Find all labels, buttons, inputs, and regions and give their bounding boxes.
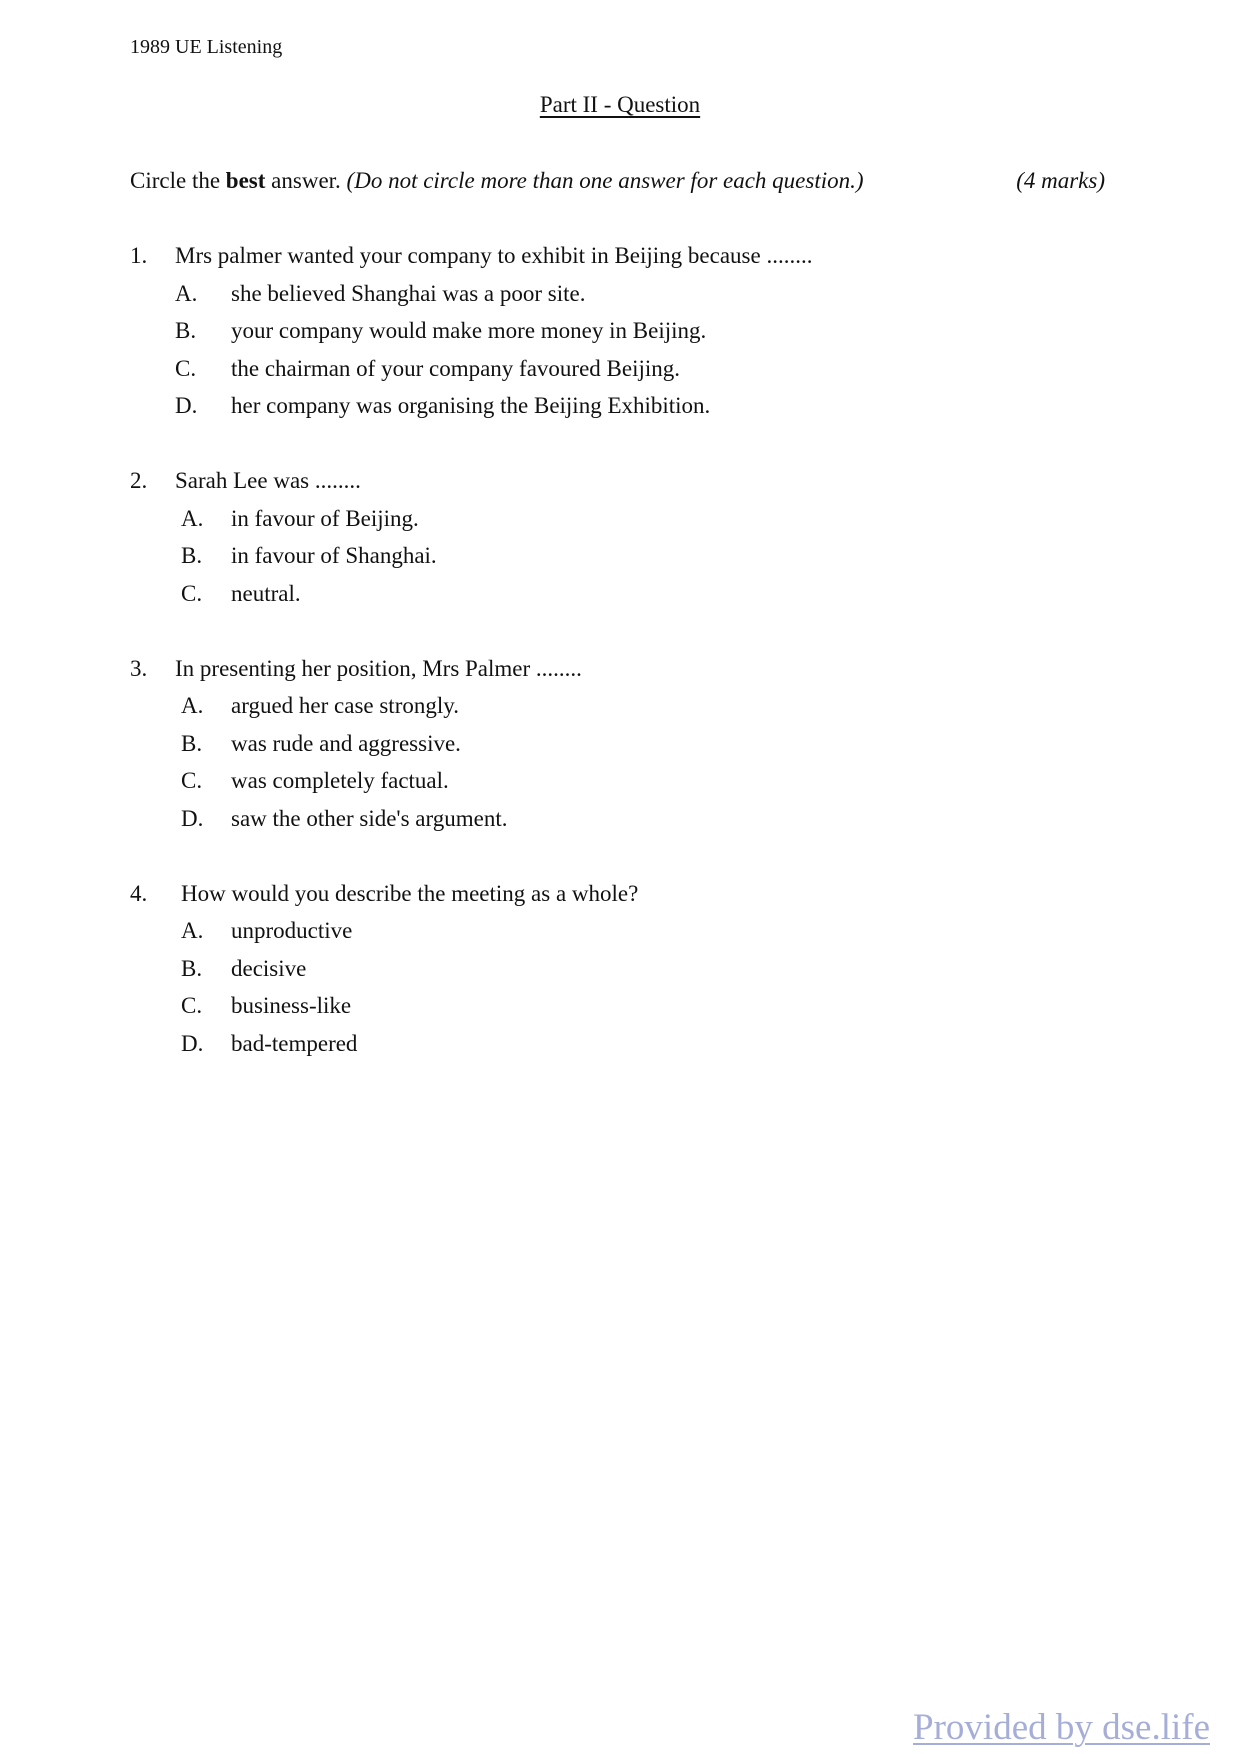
page-title <box>0 92 1240 118</box>
question-4 <box>130 881 1130 1069</box>
option-4d[interactable] <box>130 1031 1130 1069</box>
option-text: saw the other side's argument. <box>231 805 508 831</box>
question-list <box>130 243 1130 1106</box>
option-letter: A. <box>181 918 204 943</box>
option-4b[interactable] <box>130 956 1130 994</box>
option-1a[interactable] <box>130 281 1130 319</box>
option-letter: C. <box>181 768 203 793</box>
option-text: neutral. <box>231 580 301 606</box>
option-letter: D. <box>175 393 198 418</box>
option-text: the chairman of your company favoured Beijing. <box>231 355 680 381</box>
question-text: How would you describe the meeting as a whole? <box>181 880 639 906</box>
option-3b[interactable] <box>130 731 1130 769</box>
instruction-prefix: Circle the <box>130 168 226 193</box>
option-4c[interactable] <box>130 993 1130 1031</box>
option-text: was rude and aggressive. <box>231 730 461 756</box>
option-text: she believed Shanghai was a poor site. <box>231 280 586 306</box>
page-title-text: Part II - Question <box>539 92 701 117</box>
question-3 <box>130 656 1130 844</box>
question-number: 4. <box>130 880 148 906</box>
option-3c[interactable] <box>130 768 1130 806</box>
question-1 <box>130 243 1130 431</box>
option-text: your company would make more money in Beijing. <box>231 318 707 343</box>
option-2b[interactable] <box>130 543 1130 581</box>
exam-header-label: 1989 UE Listening <box>130 36 283 58</box>
option-letter: D. <box>181 1030 204 1056</box>
option-letter: B. <box>181 543 203 568</box>
option-letter: C. <box>175 355 197 381</box>
instruction-bold: best <box>225 168 266 193</box>
question-text: Sarah Lee was ........ <box>175 468 361 493</box>
option-1d[interactable] <box>130 393 1130 431</box>
question-text: In presenting her position, Mrs Palmer ........ <box>175 655 582 681</box>
instruction-middle: answer. <box>265 168 347 193</box>
option-text: business-like <box>231 993 352 1018</box>
option-text: her company was organising the Beijing Exhibition. <box>231 393 711 418</box>
option-3d[interactable] <box>130 806 1130 844</box>
option-text: in favour of Shanghai. <box>231 543 437 568</box>
option-text: unproductive <box>231 918 353 943</box>
option-letter: D. <box>181 805 204 831</box>
question-2 <box>130 468 1130 618</box>
option-text: in favour of Beijing. <box>231 505 419 531</box>
option-letter: C. <box>181 580 203 606</box>
option-text: decisive <box>231 955 307 981</box>
option-letter: A. <box>181 505 204 531</box>
option-letter: B. <box>175 318 197 343</box>
option-letter: B. <box>181 730 203 756</box>
instruction-text <box>130 168 864 194</box>
option-4a[interactable] <box>130 918 1130 956</box>
question-number: 3. <box>130 655 148 681</box>
option-letter: A. <box>181 693 204 718</box>
option-letter: A. <box>175 280 198 306</box>
option-2c[interactable] <box>130 581 1130 619</box>
option-letter: B. <box>181 955 203 981</box>
option-text: bad-tempered <box>231 1030 358 1056</box>
question-number: 1. <box>130 243 148 268</box>
option-1c[interactable] <box>130 356 1130 394</box>
question-text: Mrs palmer wanted your company to exhibit in Beijing because ........ <box>175 243 813 268</box>
option-1b[interactable] <box>130 318 1130 356</box>
provider-credit-link[interactable]: Provided by dse.life <box>913 1707 1210 1748</box>
option-text: argued her case strongly. <box>231 693 460 718</box>
option-letter: C. <box>181 993 203 1018</box>
option-2a[interactable] <box>130 506 1130 544</box>
question-number: 2. <box>130 468 148 493</box>
instruction-note: (Do not circle more than one answer for each question.) <box>346 168 864 193</box>
option-text: was completely factual. <box>231 768 449 793</box>
option-3a[interactable] <box>130 693 1130 731</box>
instructions <box>130 168 1105 194</box>
marks-label: (4 marks) <box>1016 168 1105 193</box>
